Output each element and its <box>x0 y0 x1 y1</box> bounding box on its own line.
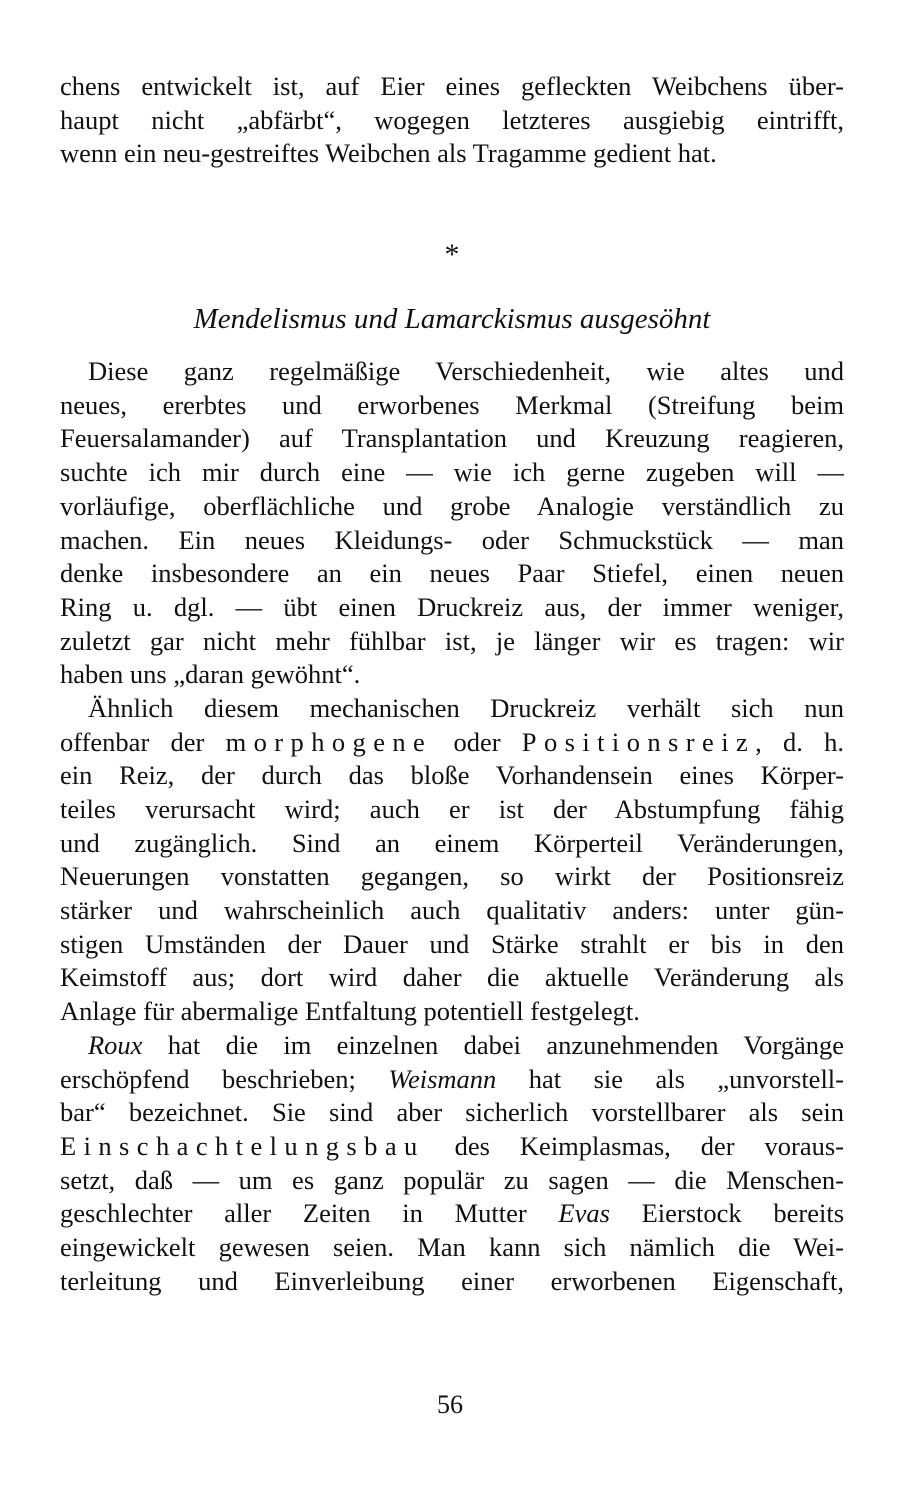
text-line <box>60 1130 844 1164</box>
text-line: haupt nicht „abfärbt“, wogegen letzteres ausgiebig eintrifft, <box>60 104 844 135</box>
text-line: stigen Umständen der Dauer und Stärke strahlt er bis in den <box>60 928 844 959</box>
text-line: stärker und wahrscheinlich auch qualitativ anders: unter gün- <box>60 895 844 926</box>
text-line <box>60 1063 844 1097</box>
person-name: Evas <box>558 1198 610 1229</box>
text-line: eingewickelt gewesen seien. Man kann sich nämlich die Wei- <box>60 1231 844 1262</box>
text-line: terleitung und Einverleibung einer erworbenen Eigenschaft, <box>60 1265 844 1296</box>
text-line: Feuersalamander) auf Transplantation und Kreuzung reagieren, <box>60 423 844 454</box>
text-line: chens entwickelt ist, auf Eier eines gefleckten Weibchens über- <box>60 71 844 101</box>
text-run: , d. h. <box>755 726 845 757</box>
text-run: offenbar der <box>60 726 226 757</box>
author-name: Weismann <box>388 1063 497 1094</box>
paragraph-1 <box>60 355 844 692</box>
text-run: hat sie als „unvorstell- <box>496 1063 844 1094</box>
text-line: Ring u. dgl. — übt einen Druckreiz aus, der immer weniger, <box>60 591 844 622</box>
page-body <box>60 70 844 1298</box>
text-run: oder <box>432 726 522 757</box>
text-line: neues, ererbtes und erworbenes Merkmal (Streifung beim <box>60 389 844 420</box>
text-line: Ähnlich diesem mechanischen Druckreiz verhält sich nun <box>88 692 844 723</box>
text-run: Eierstock bereits <box>609 1198 845 1229</box>
text-line: vorläufige, oberflächliche und grobe Analogie verständlich zu <box>60 490 844 521</box>
page-number: 56 <box>437 1390 463 1419</box>
text-line: Anlage für abermalige Entfaltung potentiell festgelegt. <box>60 996 640 1027</box>
emphasized-term: Einschachtelungsbau <box>60 1130 425 1161</box>
text-line: haben uns „daran gewöhnt“. <box>60 659 361 690</box>
text-line: ein Reiz, der durch das bloße Vorhandensein eines Körper- <box>60 760 844 791</box>
text-line: teiles verursacht wird; auch er ist der Abstumpfung fähig <box>60 794 844 824</box>
text-run: hat die im einzelnen dabei anzunehmenden Vorgänge <box>142 1029 844 1060</box>
text-line: zuletzt gar nicht mehr fühlbar ist, je länger wir es tragen: wir <box>60 625 844 656</box>
text-line: wenn ein neu-gestreiftes Weibchen als Tragamme gedient hat. <box>60 138 717 169</box>
paragraph-3 <box>60 1029 844 1299</box>
text-line: setzt, daß — um es ganz populär zu sagen — die Menschen- <box>60 1164 844 1195</box>
text-line: machen. Ein neues Kleidungs- oder Schmuckstück — man <box>60 524 844 555</box>
emphasized-term: morphogene <box>225 726 433 757</box>
text-line <box>60 1029 844 1063</box>
section-ornament: * <box>444 238 460 272</box>
text-line: Diese ganz regelmäßige Verschiedenheit, wie altes und <box>88 356 844 387</box>
emphasized-term: Positionsreiz <box>521 726 756 757</box>
continued-paragraph <box>60 70 844 171</box>
text-line <box>60 1197 844 1231</box>
text-line: Keimstoff aus; dort wird daher die aktuelle Veränderung als <box>60 962 844 993</box>
text-line <box>60 726 844 760</box>
text-run: des Keimplasmas, der voraus- <box>424 1130 844 1161</box>
text-line: denke insbesondere an ein neues Paar Stiefel, einen neuen <box>60 558 844 589</box>
text-run: geschlechter aller Zeiten in Mutter <box>60 1198 559 1229</box>
section-heading: Mendelismus und Lamarckismus ausgesöhnt <box>193 303 711 336</box>
text-line: bar“ bezeichnet. Sie sind aber sicherlich vorstellbarer als sein <box>60 1097 844 1128</box>
text-line: Neuerungen vonstatten gegangen, so wirkt der Positionsreiz <box>60 861 844 892</box>
text-line: und zugänglich. Sind an einem Körperteil Veränderungen, <box>60 827 844 858</box>
text-run: erschöpfend beschrieben; <box>60 1063 389 1094</box>
text-line: suchte ich mir durch eine — wie ich gerne zugeben will — <box>60 457 844 488</box>
paragraph-2 <box>60 692 844 1029</box>
author-name: Roux <box>88 1029 143 1060</box>
